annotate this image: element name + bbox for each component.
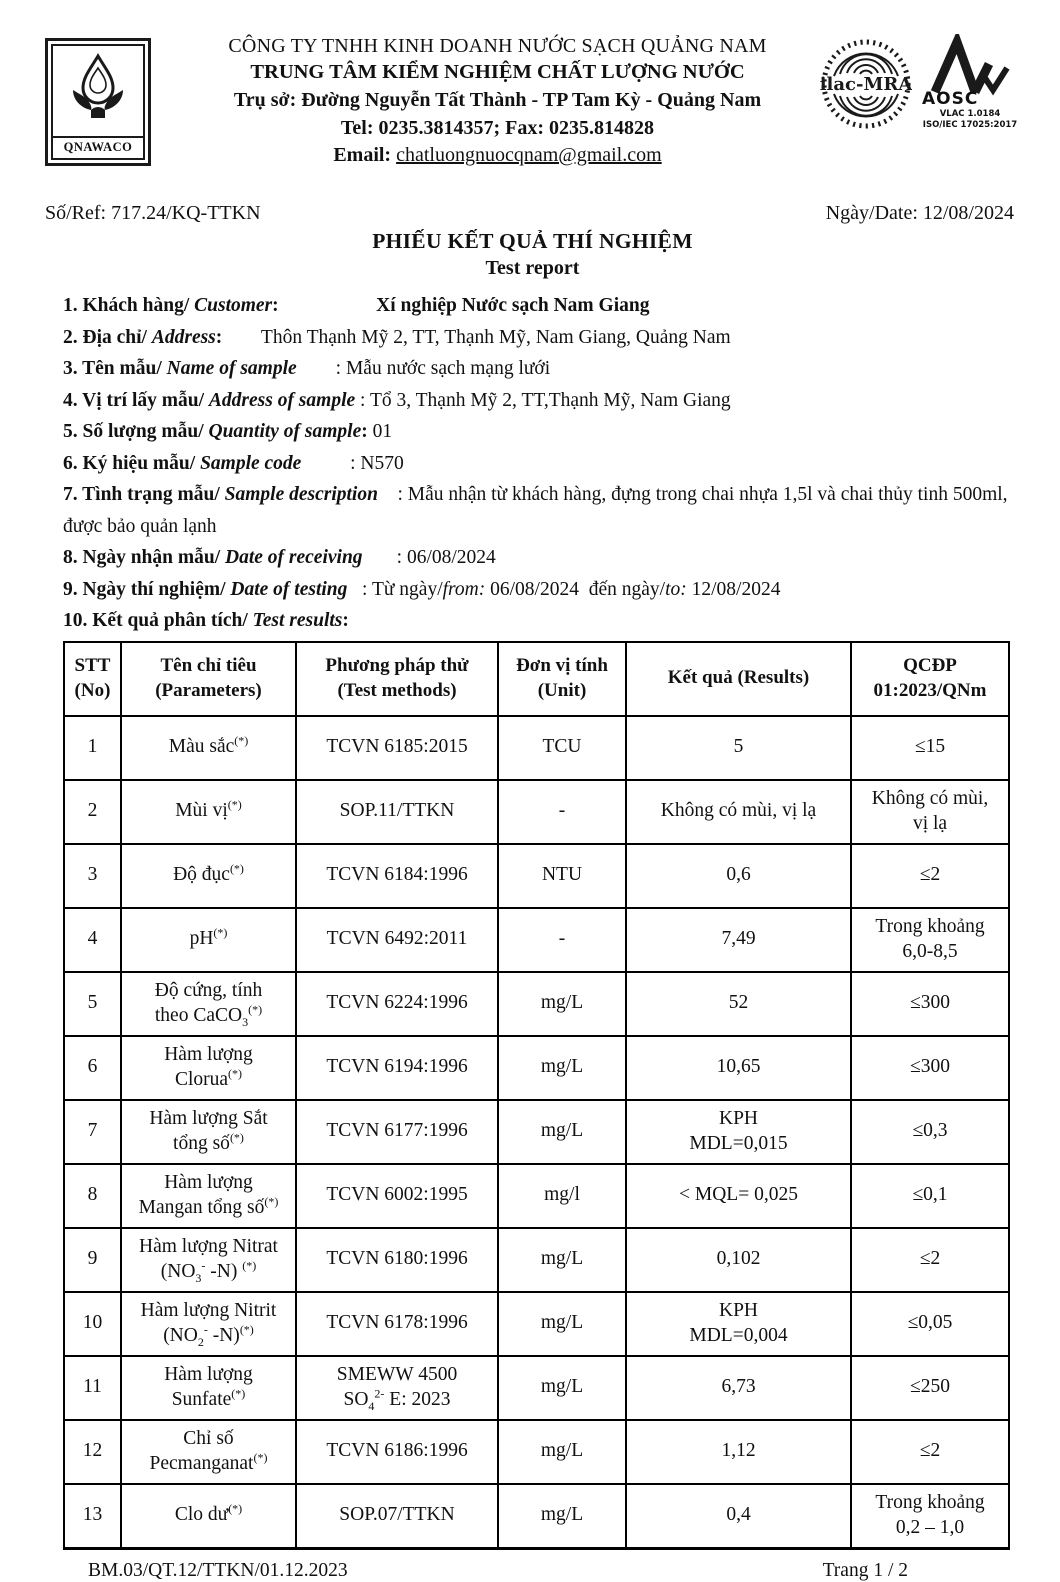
table-row bbox=[64, 844, 1009, 908]
table-cell: Độ cứng, tính theo CaCO$_3$(*) bbox=[121, 972, 296, 1036]
table-cell: 5 bbox=[626, 716, 851, 780]
ref-row bbox=[45, 202, 1020, 225]
table-cell: 12 bbox=[64, 1420, 121, 1484]
field-label: 8. Ngày nhận mẫu/ Date of receiving bbox=[63, 547, 363, 568]
table-cell: mg/L bbox=[498, 1356, 626, 1420]
footer-page-number: Trang 1 / 2 bbox=[822, 1559, 908, 1581]
table-cell: Clo dư(*) bbox=[121, 1484, 296, 1549]
table-header-row bbox=[64, 642, 1009, 716]
table-cell: TCVN 6177:1996 bbox=[296, 1100, 498, 1164]
field-value: : 06/08/2024 bbox=[362, 547, 496, 568]
table-row bbox=[64, 780, 1009, 844]
table-cell: SOP.07/TTKN bbox=[296, 1484, 498, 1549]
page-title: PHIẾU KẾT QUẢ THÍ NGHIỆM bbox=[372, 229, 693, 253]
column-header: Phương pháp thử (Test methods) bbox=[296, 642, 498, 716]
report-fields bbox=[63, 290, 1020, 637]
field-value: 01 bbox=[367, 421, 393, 442]
table-cell: Hàm lượng Clorua(*) bbox=[121, 1036, 296, 1100]
field-label: 3. Tên mẫu/ Name of sample bbox=[63, 358, 297, 379]
aosc-text: AOSC bbox=[922, 89, 979, 109]
ref-number: Số/Ref: 717.24/KQ-TTKN bbox=[45, 202, 261, 224]
qnawaco-logo-text: QNAWACO bbox=[53, 136, 143, 158]
field-value: : Mẫu nhận từ khách hàng, đựng trong chai nhựa 1,5l và chai thủy tinh 500ml, được bảo quản lạnh bbox=[63, 484, 1013, 537]
report-field-1 bbox=[63, 290, 1020, 322]
table-cell: SMEWW 4500 $SO_4^{2-}$ E: 2023 bbox=[296, 1356, 498, 1420]
water-drop-icon bbox=[53, 46, 143, 136]
field-label: 6. Ký hiệu mẫu/ Sample code bbox=[63, 452, 302, 474]
table-cell: TCU bbox=[498, 716, 626, 780]
table-cell: 52 bbox=[626, 972, 851, 1036]
table-cell: ≤2 bbox=[851, 1420, 1009, 1484]
table-cell: < MQL= 0,025 bbox=[626, 1164, 851, 1228]
field-value: : Mẫu nước sạch mạng lưới bbox=[296, 358, 551, 379]
table-cell: TCVN 6185:2015 bbox=[296, 716, 498, 780]
field-value: Thôn Thạnh Mỹ 2, TT, Thạnh Mỹ, Nam Giang, Quảng Nam bbox=[222, 326, 731, 348]
table-cell: 10,65 bbox=[626, 1036, 851, 1100]
column-header: Kết quả (Results) bbox=[626, 642, 851, 716]
table-cell: 11 bbox=[64, 1356, 121, 1420]
table-cell: mg/L bbox=[498, 1100, 626, 1164]
results-table bbox=[63, 641, 1010, 1550]
field-label: 9. Ngày thí nghiệm/ Date of testing bbox=[63, 578, 348, 600]
table-cell: Trong khoảng 6,0-8,5 bbox=[851, 908, 1009, 972]
table-cell: ≤2 bbox=[851, 844, 1009, 908]
table-cell: 2 bbox=[64, 780, 121, 844]
table-row bbox=[64, 1356, 1009, 1420]
table-row bbox=[64, 1420, 1009, 1484]
table-cell: TCVN 6178:1996 bbox=[296, 1292, 498, 1356]
column-header: QCĐP 01:2023/QNm bbox=[851, 642, 1009, 716]
table-cell: ≤0,3 bbox=[851, 1100, 1009, 1164]
table-row bbox=[64, 1100, 1009, 1164]
table-cell: Mùi vị(*) bbox=[121, 780, 296, 844]
report-field-9 bbox=[63, 574, 1020, 606]
table-cell: TCVN 6186:1996 bbox=[296, 1420, 498, 1484]
table-cell: mg/L bbox=[498, 1292, 626, 1356]
table-cell: TCVN 6180:1996 bbox=[296, 1228, 498, 1292]
report-field-4 bbox=[63, 385, 1020, 417]
column-header: Đơn vị tính (Unit) bbox=[498, 642, 626, 716]
table-cell: 5 bbox=[64, 972, 121, 1036]
table-cell: SOP.11/TTKN bbox=[296, 780, 498, 844]
table-cell: TCVN 6224:1996 bbox=[296, 972, 498, 1036]
table-cell: Hàm lượng Sunfate(*) bbox=[121, 1356, 296, 1420]
table-cell: Chỉ số Pecmanganat(*) bbox=[121, 1420, 296, 1484]
column-header: Tên chỉ tiêu (Parameters) bbox=[121, 642, 296, 716]
table-cell: Không có mùi, vị lạ bbox=[851, 780, 1009, 844]
page-subtitle: Test report bbox=[485, 257, 580, 279]
table-cell: ≤300 bbox=[851, 1036, 1009, 1100]
report-field-7 bbox=[63, 479, 1020, 542]
field-label: 7. Tình trạng mẫu/ Sample description bbox=[63, 484, 378, 505]
table-cell: Màu sắc(*) bbox=[121, 716, 296, 780]
table-cell: 0,6 bbox=[626, 844, 851, 908]
table-cell: Trong khoảng 0,2 – 1,0 bbox=[851, 1484, 1009, 1549]
table-cell: 3 bbox=[64, 844, 121, 908]
table-cell: mg/L bbox=[498, 1484, 626, 1549]
email-address: chatluongnuocqnam@gmail.com bbox=[396, 144, 662, 167]
ilac-mra-text: ilac-MRA bbox=[820, 74, 912, 95]
table-cell: TCVN 6194:1996 bbox=[296, 1036, 498, 1100]
table-cell: pH(*) bbox=[121, 908, 296, 972]
field-value: Xí nghiệp Nước sạch Nam Giang bbox=[376, 295, 650, 316]
ilac-mra-logo bbox=[820, 34, 912, 138]
table-row bbox=[64, 1484, 1009, 1549]
table-cell: 6 bbox=[64, 1036, 121, 1100]
table-cell: mg/L bbox=[498, 1228, 626, 1292]
table-row bbox=[64, 972, 1009, 1036]
aosc-vlac-code: VLAC 1.0184 bbox=[939, 109, 1001, 119]
column-header: STT (No) bbox=[64, 642, 121, 716]
table-cell: mg/L bbox=[498, 1420, 626, 1484]
table-row bbox=[64, 908, 1009, 972]
table-row bbox=[64, 716, 1009, 780]
table-cell: Không có mùi, vị lạ bbox=[626, 780, 851, 844]
report-field-6 bbox=[63, 448, 1020, 480]
aosc-iso-code: ISO/IEC 17025:2017 bbox=[922, 120, 1018, 131]
aosc-mark-icon bbox=[927, 34, 1013, 96]
table-cell: 0,102 bbox=[626, 1228, 851, 1292]
table-cell: ≤250 bbox=[851, 1356, 1009, 1420]
footer-form-code: BM.03/QT.12/TTKN/01.12.2023 bbox=[88, 1559, 348, 1581]
table-cell: Hàm lượng Sắt tổng số(*) bbox=[121, 1100, 296, 1164]
table-cell: 1,12 bbox=[626, 1420, 851, 1484]
table-cell: mg/L bbox=[498, 1036, 626, 1100]
table-cell: ≤2 bbox=[851, 1228, 1009, 1292]
table-cell: NTU bbox=[498, 844, 626, 908]
office-address: Trụ sở: Đường Nguyễn Tất Thành - TP Tam Kỳ - Quảng Nam bbox=[233, 89, 762, 112]
table-cell: mg/l bbox=[498, 1164, 626, 1228]
table-row bbox=[64, 1164, 1009, 1228]
aosc-logo bbox=[920, 34, 1020, 132]
email-line bbox=[175, 143, 820, 167]
table-row bbox=[64, 1228, 1009, 1292]
table-cell: Hàm lượng Nitrit ($NO_2^-$ -N)(*) bbox=[121, 1292, 296, 1356]
page-footer bbox=[88, 1560, 1020, 1582]
table-cell: KPH MDL=0,015 bbox=[626, 1100, 851, 1164]
letterhead-text bbox=[175, 34, 820, 168]
table-cell: 8 bbox=[64, 1164, 121, 1228]
qnawaco-logo-inner bbox=[51, 44, 145, 160]
field-value: : N570 bbox=[301, 452, 404, 474]
email-label: Email: bbox=[333, 144, 392, 167]
table-cell: 1 bbox=[64, 716, 121, 780]
field-label: 5. Số lượng mẫu/ Quantity of sample: bbox=[63, 421, 368, 442]
table-cell: 4 bbox=[64, 908, 121, 972]
table-cell: 9 bbox=[64, 1228, 121, 1292]
table-cell: TCVN 6492:2011 bbox=[296, 908, 498, 972]
qnawaco-logo bbox=[45, 38, 151, 166]
field-value: : Tổ 3, Thạnh Mỹ 2, TT,Thạnh Mỹ, Nam Giang bbox=[355, 389, 731, 411]
table-cell: KPH MDL=0,004 bbox=[626, 1292, 851, 1356]
table-cell: Độ đục(*) bbox=[121, 844, 296, 908]
table-cell: ≤0,05 bbox=[851, 1292, 1009, 1356]
field-label: 10. Kết quả phân tích/ Test results: bbox=[63, 610, 349, 631]
table-cell: ≤0,1 bbox=[851, 1164, 1009, 1228]
report-field-8 bbox=[63, 542, 1020, 574]
table-cell: 7 bbox=[64, 1100, 121, 1164]
report-field-5 bbox=[63, 416, 1020, 448]
field-label: 4. Vị trí lấy mẫu/ Address of sample bbox=[63, 389, 356, 411]
table-cell: - bbox=[498, 780, 626, 844]
report-field-3 bbox=[63, 353, 1020, 385]
table-cell: Hàm lượng Nitrat ($NO_3^-$ -N) (*) bbox=[121, 1228, 296, 1292]
field-label: 2. Địa chỉ/ Address: bbox=[63, 326, 223, 348]
company-name: CÔNG TY TNHH KINH DOANH NƯỚC SẠCH QUẢNG NAM bbox=[228, 35, 767, 57]
letterhead bbox=[45, 34, 1020, 186]
table-cell: 7,49 bbox=[626, 908, 851, 972]
center-name: TRUNG TÂM KIỂM NGHIỆM CHẤT LƯỢNG NƯỚC bbox=[250, 61, 745, 84]
report-date: Ngày/Date: 12/08/2024 bbox=[825, 202, 1014, 224]
table-row bbox=[64, 1036, 1009, 1100]
table-row bbox=[64, 1292, 1009, 1356]
report-field-2 bbox=[63, 322, 1020, 354]
table-cell: mg/L bbox=[498, 972, 626, 1036]
table-cell: 6,73 bbox=[626, 1356, 851, 1420]
field-value: : Từ ngày/from: 06/08/2024 đến ngày/to: 12/08/2024 bbox=[347, 578, 781, 600]
results-table-body bbox=[64, 716, 1009, 1549]
table-cell: ≤300 bbox=[851, 972, 1009, 1036]
table-cell: ≤15 bbox=[851, 716, 1009, 780]
table-cell: 13 bbox=[64, 1484, 121, 1549]
table-cell: 10 bbox=[64, 1292, 121, 1356]
report-field-10 bbox=[63, 605, 1020, 637]
table-cell: TCVN 6184:1996 bbox=[296, 844, 498, 908]
table-cell: 0,4 bbox=[626, 1484, 851, 1549]
table-cell: Hàm lượng Mangan tổng số(*) bbox=[121, 1164, 296, 1228]
table-cell: TCVN 6002:1995 bbox=[296, 1164, 498, 1228]
results-table-head bbox=[64, 642, 1009, 716]
tel-fax: Tel: 0235.3814357; Fax: 0235.814828 bbox=[340, 116, 655, 139]
table-cell: - bbox=[498, 908, 626, 972]
field-label: 1. Khách hàng/ Customer: bbox=[63, 295, 279, 316]
